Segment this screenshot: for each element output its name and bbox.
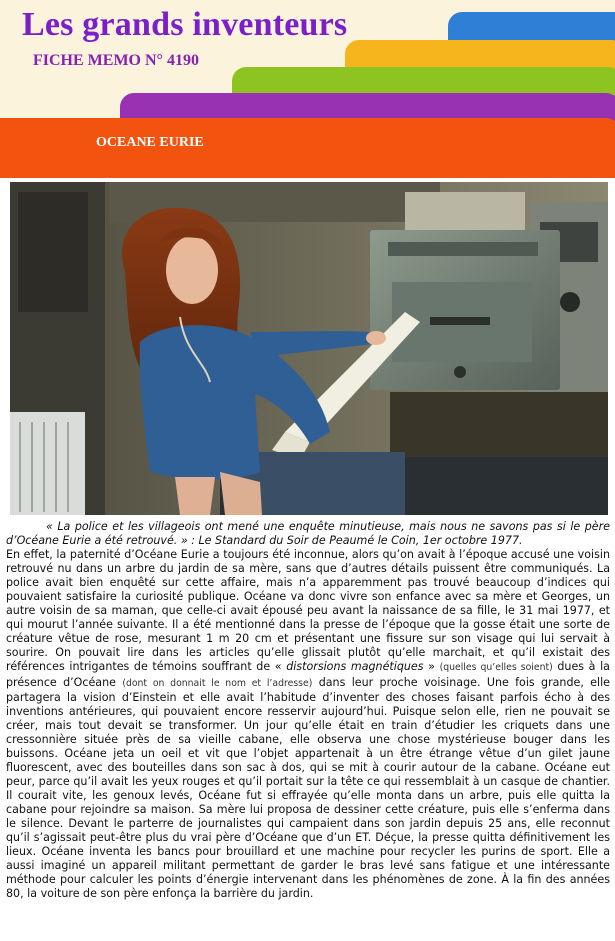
article-quote: « La police et les villageois ont mené une enquête minutieuse, mais nous ne savons pas si le père d’Océane Eurie a été retrouvé. » : Le Standard du Soir de Peaumé le Coin, 1er octobre 1977.: [6, 520, 610, 548]
woman-with-paper-tape-machine-photo: [10, 182, 608, 515]
person-name: OCEANE EURIE: [96, 135, 204, 150]
article-paragraph-1: En effet, la paternité d’Océane Eurie a toujours été inconnue, alors qu’on avait à l’époque accusé une voisin retrouvé nu dans un arbre du jardin de sa mère, sans que d’autres détails puissent être communiqués. La police avait bien enquêté sur cette affaire, mais n’a apparemment pas trouvé beaucoup d’indices qui pouvaient satisfaire la curiosité publique. Océane va donc vivre son enfance avec sa mère et Georges, un autre voisin de sa maman, que celle-ci avait épousé peu avant la naissance de sa fille, le 31 mai 1977, et qui mourut l’année suivante. Il a été mentionné dans la presse de l’époque que la gosse était une sorte de créature vêtue de rose, mesurant 1 m 20 cm et présentant une fissure sur son visage qui lui servait à sourire. On pouvait lire dans les articles qu’elle glissait plutôt qu’elle marchait, et qu’il existait des références intrigantes de témoins souffrant de «: [6, 548, 610, 674]
memo-number: FICHE MEMO N° 4190: [33, 52, 199, 69]
article-body: [6, 520, 610, 901]
article-paragraph-mid: dues à la présence d’Océane: [6, 660, 610, 689]
band-orange: [0, 118, 615, 178]
page-title: Les grands inventeurs: [22, 6, 348, 43]
portrait-photo: [10, 182, 608, 515]
header-banner: [0, 0, 615, 178]
article-aside-2: (dont on donnait le nom et l’adresse): [122, 677, 313, 689]
article-aside-1: (quelles qu’elles soient): [439, 662, 553, 674]
article-paragraph-2: dans leur proche voisinage. Une fois grande, elle partagera la vision d’Einstein et elle avait l’habitude d’inventer des choses faisant parfois écho à des inventions antérieures, qui pouvaient encore resservir aujourd’hui. Puisque selon elle, rien ne pouvait se créer, mais tout devait se transformer. Un jour qu’elle était en train d’étudier les criquets dans une cressonnière située près de sa vieille cabane, elle observa une chose mystérieuse bouger dans les buissons. Océane jeta un oeil et vit que l’objet appartenait à un être étrange vêtue d’un gilet jaune fluorescent, avec des bouteilles dans son sac à dos, qui se mit à courir autour de la cabane. Océane eut peur, parce qu’il avait les yeux rouges et qu’il portait sur la tête ce qui ressemblait à un casque de chantier. Il courait vite, les genoux levés, Océane fut si effrayée qu’elle monta dans un arbre, puis elle quitta la cabane pour rejoindre sa maison. Sa mère lui proposa de dessiner cette créature, puis elle s’enferma dans le silence. Devant le parterre de journalistes qui campaient dans son jardin depuis 25 ans, elle reconnut qu’il s’agissait peut-être plus du vrai père d’Océane que d’un ET. Déçue, la presse quitta définitivement les lieux. Océane inventa les bancs pour brouillard et une machine pour recycler les purins de sport. Elle a aussi imaginé un appareil militant permettant de garder le bras levé sans fatigue et une intéressante méthode pour calculer les points d’énergie intervenant dans les phénomènes de zone. À la fin des années 80, la voiture de son père enfonça la barrière du jardin.: [6, 675, 610, 901]
article-italic-term: distorsions magnétiques: [286, 660, 424, 674]
article-quote-close: »: [428, 660, 435, 674]
